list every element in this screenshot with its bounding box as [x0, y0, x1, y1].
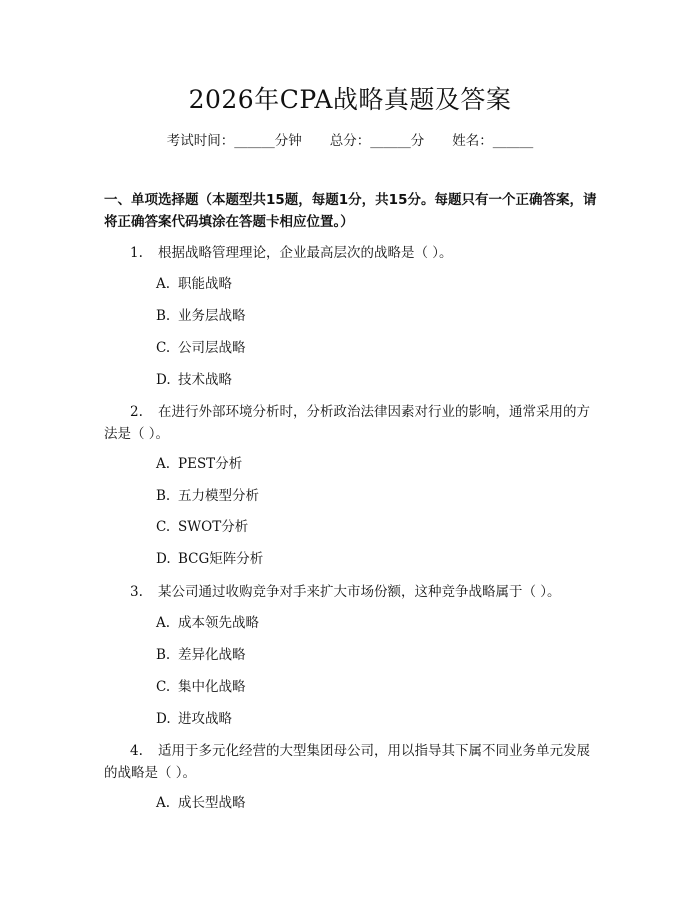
option-1d: D. 技术战略	[156, 372, 232, 388]
exam-name: 姓名：______	[452, 133, 534, 149]
option-2c: C. SWOT分析	[156, 519, 249, 535]
question-number: 2.	[130, 404, 143, 420]
question-2	[104, 401, 600, 445]
option-3a: A. 成本领先战略	[156, 615, 259, 631]
question-4	[104, 740, 600, 784]
question-1	[104, 242, 600, 264]
question-text: 某公司通过收购竞争对手来扩大市场份额，这种竞争战略属于（ ）。	[158, 584, 561, 600]
option-1c: C. 公司层战略	[156, 340, 246, 356]
option-2a: A. PEST分析	[156, 456, 243, 472]
question-text: 适用于多元化经营的大型集团母公司，用以指导其下属不同业务单元发展的战略是（ ）。	[104, 743, 590, 781]
option-1a: A. 职能战略	[156, 276, 232, 292]
exam-time: 考试时间：______分钟	[166, 133, 302, 149]
option-3c: C. 集中化战略	[156, 679, 246, 695]
option-2b: B. 五力模型分析	[156, 488, 259, 504]
option-4a: A. 成长型战略	[156, 795, 246, 811]
option-1b: B. 业务层战略	[156, 308, 246, 324]
question-3	[104, 581, 600, 603]
question-text: 在进行外部环境分析时，分析政治法律因素对行业的影响，通常采用的方法是（ ）。	[104, 404, 590, 442]
question-number: 1.	[130, 245, 143, 261]
option-3d: D. 进攻战略	[156, 711, 232, 727]
option-3b: B. 差异化战略	[156, 647, 246, 663]
option-2d: D. BCG矩阵分析	[156, 551, 264, 567]
section-heading: 一、单项选择题（本题型共15题，每题1分，共15分。每题只有一个正确答案，请将正确答案代码填涂在答题卡相应位置。）	[104, 192, 597, 230]
exam-score: 总分：______分	[329, 133, 425, 149]
page-title: 2026年CPA战略真题及答案	[188, 85, 512, 114]
exam-meta	[0, 131, 700, 151]
question-number: 3.	[130, 584, 143, 600]
question-number: 4.	[130, 743, 143, 759]
question-text: 根据战略管理理论，企业最高层次的战略是（ ）。	[158, 245, 453, 261]
